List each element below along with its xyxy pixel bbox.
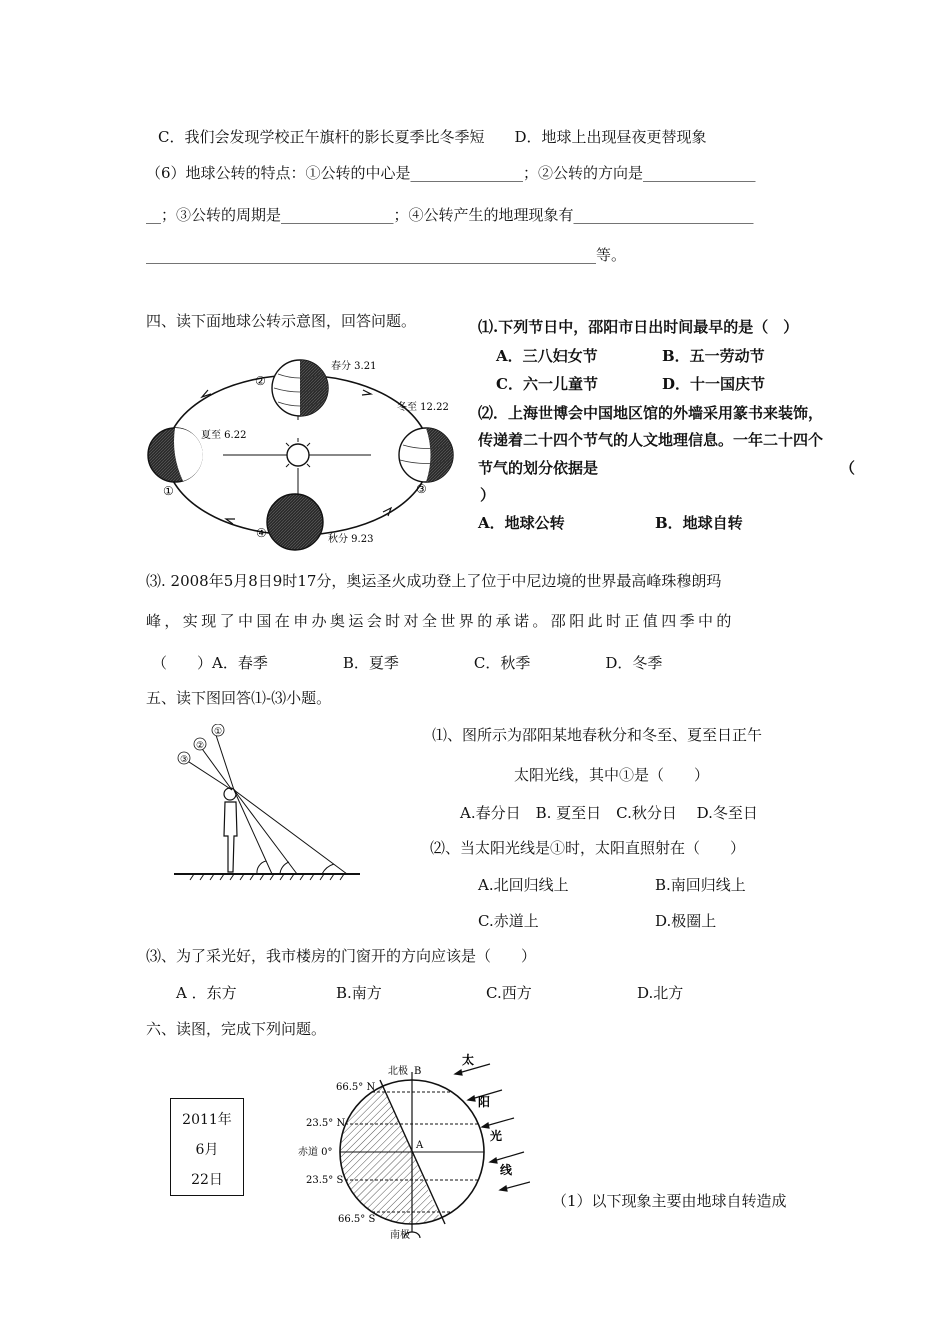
earth-illumination-figure xyxy=(290,1052,530,1242)
calendar-month: 6月 xyxy=(195,1142,219,1158)
orbit-position-4: ④ xyxy=(256,526,267,540)
calendar-card xyxy=(170,1098,244,1196)
s5-q1-line2: 太阳光线，其中①是（ ） xyxy=(514,766,710,784)
earth-orbit-figure xyxy=(143,352,468,552)
s4-q2-paren-open: （ xyxy=(840,459,856,477)
s5-q3-option-b: B.南方 xyxy=(336,984,382,1002)
orbit-position-2: ② xyxy=(255,374,266,388)
option-c-d-line: C．我们会发现学校正午旗杆的影长夏季比冬季短 D．地球上出现昼夜更替现象 xyxy=(158,128,707,146)
s5-q2-option-d: D.极圈上 xyxy=(655,912,717,930)
s4-q3-line2: 峰，实现了中国在申办奥运会时对全世界的承诺。邵阳此时正值四季中的 xyxy=(146,612,735,630)
label-winter: 冬至 12.22 xyxy=(397,402,449,413)
s4-q2-line2: 传递着二十四个节气的人文地理信息。一年二十四个 xyxy=(478,431,824,449)
s4-q2-option-a: A．地球公转 xyxy=(478,514,565,532)
label-south-pole: 南极 xyxy=(390,1230,410,1241)
s4-q1-option-a: A．三八妇女节 xyxy=(496,347,598,365)
s4-q2-option-b: B．地球自转 xyxy=(655,514,743,532)
s4-q1-option-d: D．十一国庆节 xyxy=(662,375,766,393)
ray-2-label: ② xyxy=(196,741,205,751)
section6-heading: 六、读图，完成下列问题。 xyxy=(146,1020,327,1038)
calendar-day: 22日 xyxy=(191,1172,223,1188)
label-north-pole: 北极 xyxy=(388,1066,408,1077)
s6-q1: （1）以下现象主要由地球自转造成 xyxy=(552,1192,787,1210)
s4-q3-line1: ⑶. 2008年5月8日9时17分，奥运圣火成功登上了位于中尼边境的世界最高峰珠穆朗玛 xyxy=(146,572,722,590)
s4-q1-option-c: C．六一儿童节 xyxy=(496,375,598,393)
label-sun-3: 光 xyxy=(490,1129,503,1143)
label-66-5-s: 66.5° S xyxy=(338,1214,376,1225)
s5-q3-option-a: A ．东方 xyxy=(176,984,237,1002)
question-6-line3: ____________________________________________________________等。 xyxy=(146,246,627,264)
s4-q2-line3: 节气的划分依据是 xyxy=(478,459,599,477)
s5-q3-option-c: C.西方 xyxy=(486,984,532,1002)
label-sun-1: 太 xyxy=(462,1053,475,1067)
label-sun-2: 阳 xyxy=(478,1095,491,1109)
s5-q2-option-c: C.赤道上 xyxy=(478,912,539,930)
label-23-5-n: 23.5° N xyxy=(306,1118,346,1129)
s5-q2-option-a: A.北回归线上 xyxy=(478,876,569,894)
label-summer: 夏至 6.22 xyxy=(201,430,247,441)
label-sun-4: 线 xyxy=(500,1163,513,1177)
label-a: A xyxy=(416,1140,424,1151)
s5-q3: ⑶、为了采光好，我市楼房的门窗开的方向应该是（ ） xyxy=(146,947,537,965)
label-autumn: 秋分 9.23 xyxy=(328,534,374,545)
s4-q1: ⑴.下列节日中，邵阳市日出时间最早的是（ ） xyxy=(478,318,799,336)
section4-heading: 四、读下面地球公转示意图，回答问题。 xyxy=(146,312,417,330)
ray-3-label: ③ xyxy=(180,755,189,765)
label-spring: 春分 3.21 xyxy=(331,361,377,372)
calendar-year: 2011年 xyxy=(182,1112,232,1128)
orbit-position-1: ① xyxy=(163,484,174,498)
label-66-5-n: 66.5° N xyxy=(336,1082,376,1093)
section5-heading: 五、读下图回答⑴-⑶小题。 xyxy=(146,689,332,707)
s5-q1-options: A.春分日 B. 夏至日 C.秋分日 D.冬至日 xyxy=(460,804,758,822)
s4-q2-line1: ⑵．上海世博会中国地区馆的外墙采用篆书来装饰， xyxy=(478,404,824,422)
s4-q2-paren-close: ） xyxy=(480,486,496,504)
label-b: B xyxy=(414,1066,422,1077)
question-6-line2: __；③公转的周期是_______________；④公转产生的地理现象有________________________ xyxy=(146,206,754,224)
label-equator: 赤道 0° xyxy=(298,1147,333,1158)
question-6-line1: （6）地球公转的特点：①公转的中心是_______________；②公转的方向是_______________ xyxy=(146,164,756,182)
orbit-position-3: ③ xyxy=(416,482,427,496)
s4-q3-options: （ ）A．春季 B．夏季 C．秋季 D．冬季 xyxy=(152,654,663,672)
s5-q3-option-d: D.北方 xyxy=(637,984,684,1002)
s5-q1-line1: ⑴、图所示为邵阳某地春秋分和冬至、夏至日正午 xyxy=(432,726,763,744)
sun-angle-figure xyxy=(172,724,362,884)
label-23-5-s: 23.5° S xyxy=(306,1175,344,1186)
s5-q2: ⑵、当太阳光线是①时，太阳直照射在（ ） xyxy=(430,839,746,857)
s5-q2-option-b: B.南回归线上 xyxy=(655,876,746,894)
ray-1-label: ① xyxy=(214,727,223,737)
s4-q1-option-b: B．五一劳动节 xyxy=(662,347,765,365)
